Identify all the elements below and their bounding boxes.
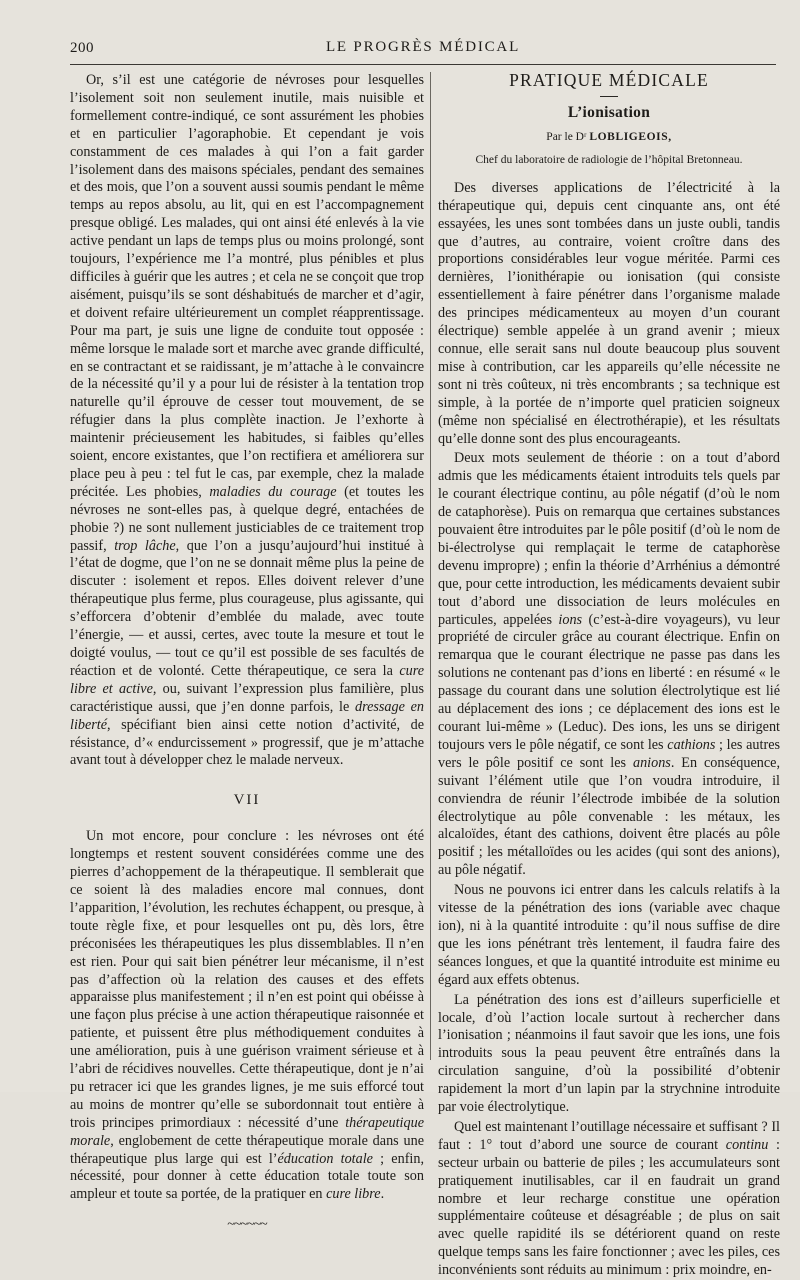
article-title: L’ionisation (567, 103, 651, 121)
paragraph-introduction: Des diverses applications de l’électricité à la thérapeutique qui, depuis cent cinquante ans, ont été essayées, les unes sont tombées dans un juste oubli, tandis que d’autres, au contraire, voient croître dans des proportions considérables leur vogue méritée. Parmi ces dernières, l’ionithérapie ou ionisation (qui consiste essentiellement à faire pénétrer dans l’organisme malade des principes médicamenteux au moyen d’un courant électrique) semble appelée à un grand avenir ; mieux connue, elle serait sans nul doute beaucoup plus souvent mise à contribution, car les appareils qu’elle nécessite ne sont ni très coûteux, ni très encombrants ; sa technique est simple, à la portée de n’importe quel praticien soigneux (même non spécialisé en électrothérapie), et les résultats qu’elle donne sont des plus encourageants. (438, 179, 780, 447)
page-number: 200 (70, 40, 94, 56)
italic-phrase: éducation totale (277, 1150, 373, 1167)
italic-term: cathions (667, 736, 716, 753)
italic-term: ions (558, 611, 583, 628)
closing-ornament: ~~~~~~ (227, 1217, 267, 1233)
italic-term: continu (725, 1136, 769, 1153)
italic-phrase: cure libre et active (70, 662, 424, 697)
italic-phrase: thérapeutique morale (70, 1114, 424, 1149)
page-header (70, 38, 776, 65)
column-divider (430, 72, 431, 1060)
paragraph-theory: Deux mots seulement de théorie : on a tout d’abord admis que les médicaments étaient introduits tels quels par le courant électrique continu, au pôle négatif (d’où le nom de cataphorèse). Puis on remarqua que certaines substances pouvaient être introduites par le pôle positif (d’où le nom de bi-électrolyse qui remplaçait le terme de cataphorèse devenu impropre) ; enfin la théorie d’Arrhénius a démontré que, pour cette introduction, les médicaments devaient subir tout d’abord une dissociation de leurs molécules en particules, appelées ions (c’est-à-dire voyageurs), vu leur propriété de circuler grâce au courant électrique. Enfin on remarqua que le courant électrique ne passe pas dans les solutions ne contenant pas d’ions en liberté : en résumé « le passage du courant dans une solution électrolytique est lié au déplacement des ions ; ce déplacement des ions est le courant lui-même » (Leduc). Des ions, les uns se dirigent toujours vers le pôle négatif, ce sont les cathions ; les autres vers le pôle positif ce sont les anions. En conséquence, suivant l’élément utile que l’on voudra introduire, il conviendra de réunir l’électrode imbibée de la solution électrolytique au pôle convenable : les métaux, les alcaloïdes, étant des cathions, doivent être placés au pôle positif ; les métalloïdes ou les acides (qui sont des anions), au pôle négatif. (438, 450, 781, 879)
italic-phrase: maladies du courage (209, 483, 337, 500)
journal-title: LE PROGRÈS MÉDICAL (325, 39, 521, 55)
author-affiliation: Chef du laboratoire de radiologie de l’hôpital Bretonneau. (475, 153, 743, 166)
italic-term: anions (632, 754, 671, 771)
title-dash (600, 96, 618, 97)
author-name: LOBLIGEOIS, (589, 130, 672, 143)
paragraph-isolement: Or, s’il est une catégorie de névroses pour lesquelles l’isolement soit non seulement inutile, mais nuisible et formellement contre-indiqué, ce sont assurément les phobies et en particulier l’agoraphobie. Et cependant je vois constamment de ces malades à qui l’on a fait garder l’isolement dans des maisons spéciales, pendant des semaines et des mois, que l’on a souvent aussi soumis pendant le même temps au repos absolu, au lit, qui en est l’accompagnement presque obligé. Les malades, qui ont ainsi été enlevés à la vie active pendant un laps de temps plus ou moins prolongé, sont toujours, l’expérience me l’a montré, plus pénibles et plus difficiles à guérir que les autres ; et cela ne se conçoit que trop aisément, puisqu’ils se sont déshabitués de marcher et d’agir, et doivent refaire ultérieurement un complet réapprentissage. Pour ma part, je suis une ligne de conduite tout opposée : même lorsque le malade sort et marche avec grande difficulté, en se contractant et se raidissant, je m’attache à le convaincre de la nécessité qu’il y a pour lui de résister à la tentation trop naturelle qu’il éprouve de cesser tout mouvement, de se réfugier dans la plus complète inaction. Je l’exhorte à maintenir précieusement les habitudes, si faibles qu’elles soient, encore existantes, que l’on rectifiera et améliorera sur place peu à peu : tel fut le cas, par exemple, chez la malade précitée. Les phobies, maladies du courage (et toutes les névroses ne sont-elles pas, à quelque degré, entachées de phobie ?) ne sont nullement justiciables de ce traitement trop passif, trop lâche, que l’on a jusqu’aujourd’hui institué à l’état de dogme, que l’on ne se donnait même plus la peine de discuter : isolement et repos. Elles doivent relever d’une thérapeutique plus ferme, plus courageuse, plus agissante, qui s’efforcera d’obtenir d’emblée du malade, avec toute l’énergie, — et aussi, certes, avec toute la mesure et tout le doigté voulus, — tout ce qu’il est possible de ses facultés de réaction et de volonté. Cette thérapeutique, ce sera la cure libre et active, ou, suivant l’expression plus familière, plus caractéristique aussi, que j’en donne parfois, le dressage en liberté, spécifiant bien ainsi cette notion d’activité, de résistance, d’« endurcissement » progressif, que je m’attache avant tout à développer chez le malade nerveux. (70, 72, 424, 769)
left-column (70, 72, 424, 1234)
paragraph-outillage: Quel est maintenant l’outillage nécessaire et suffisant ? Il faut : 1° tout d’abord une source de courant continu : secteur urbain ou batterie de piles ; les accumulateurs sont pratiquement inutilisables, car il en faudrait un grand nombre et leur recharge constitue une opération supplémentaire coûteuse et désagréable ; de plus on sait avec quelle rapidité ils se détériorent quand on reste quelque temps sans les faire fonctionner ; avec les piles, ces inconvénients sont réduits au minimum : prix moindre, en- (438, 1118, 780, 1279)
paragraph-penetration: La pénétration des ions est d’ailleurs superficielle et locale, d’où l’action locale surtout à rechercher dans l’ionisation ; néanmoins il faut savoir que les ions, une fois introduits sous la peau peuvent être entraînés dans la circulation sanguine, d’où la possibilité d’obtenir rapidement la mort d’un lapin par la strychnine introduite par voie électrolytique. (438, 991, 780, 1116)
italic-phrase: cure libre (326, 1186, 381, 1203)
paragraph-vitesse: Nous ne pouvons ici entrer dans les calculs relatifs à la vitesse de la pénétration des ions (variable avec chaque ion), ni à la quantité introduite : qu’il nous suffise de dire que les ions pénétrant très lentement, il faudra faire des séances longues, et que la quantité introduite est minime eu égard aux effets obtenus. (438, 882, 780, 988)
italic-phrase: dressage en liberté (70, 698, 424, 733)
byline: Par le Dʳ LOBLIGEOIS, (546, 130, 672, 143)
paragraph-conclusion: Un mot encore, pour conclure : les névroses ont été longtemps et restent souvent considérées comme une des pierres d’achoppement de la thérapeutique. Il semblerait que ce soient là des maladies encore mal connues, dont l’apparition, l’évolution, les rechutes échappent, ou presque, à toute règle fixe, et pour lesquelles ont pu, dès lors, être préconisées les thérapeutiques les plus dissemblables. Il n’en est rien. Pour qui sait bien pénétrer leur mécanisme, il n’est pas d’affection où la relation des causes et des effets apparaisse plus manifestement ; il n’en est point qui obéisse à une façon plus précise à une action thérapeutique raisonnée et patiente, et puissent être plus méthodiquement conduites à une amélioration, puis à une guérison vraiment sérieuse et à l’abri de récidives nouvelles. Cette thérapeutique, dont je n’ai pu retracer ici que les grandes lignes, je me suis efforcé tout au moins de montrer qu’elle se subordonnait tout entière à trois principes primordiaux : nécessité d’une thérapeutique morale, englobement de cette thérapeutique morale dans une thérapeutique plus large qui est l’éducation totale ; enfin, nécessité, pour donner à cette éducation totale toute son ampleur et toute sa portée, de la pratiquer en cure libre. (70, 828, 425, 1203)
section-number: VII (233, 792, 261, 809)
section-title: PRATIQUE MÉDICALE (509, 70, 709, 90)
italic-phrase: trop lâche (114, 537, 176, 554)
right-column (438, 72, 780, 1280)
